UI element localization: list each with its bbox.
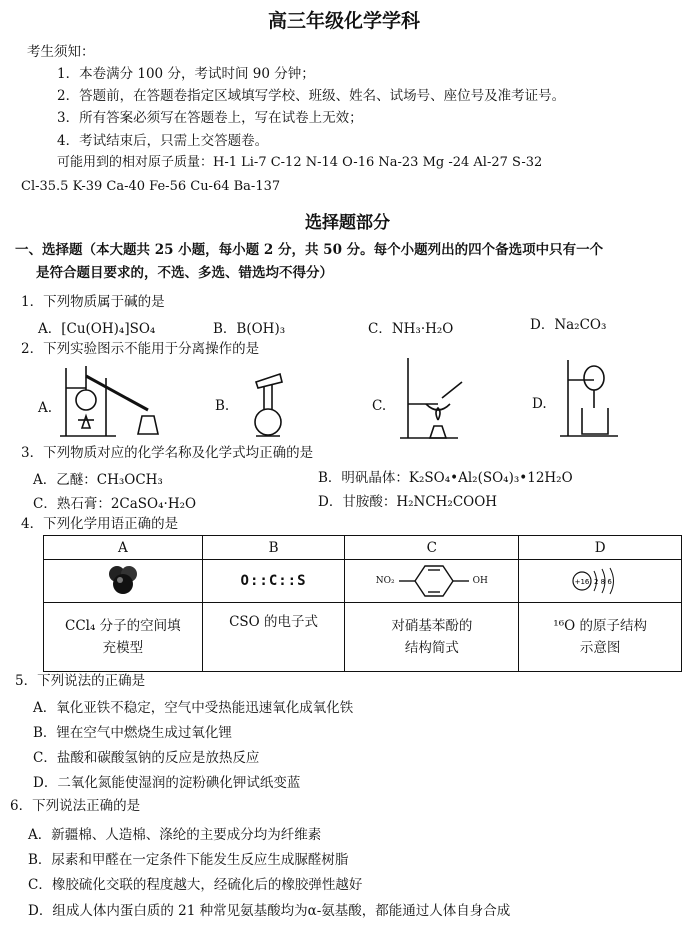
electron-formula-cell	[202, 560, 345, 603]
section-title: 选择题部分	[305, 213, 390, 233]
notice-heading: 考生须知：	[27, 44, 95, 60]
caption-cell	[345, 603, 519, 672]
caption-line: CCl₄ 分子的空间填	[64, 618, 181, 634]
separatory-funnel-figure	[556, 356, 626, 440]
option: A．新疆棉、人造棉、涤纶的主要成分均为纤维素	[28, 827, 322, 843]
question-stem: 4．下列化学用语正确的是	[21, 516, 179, 532]
options-table	[43, 535, 682, 672]
option: C．熟石膏：2CaSO₄·H₂O	[33, 496, 197, 512]
electron-formula: O::C::S	[240, 573, 307, 589]
option: A．氧化亚铁不稳定，空气中受热能迅速氧化成氧化铁	[33, 700, 354, 716]
table-header: D	[519, 536, 682, 560]
atomic-mass-line: 可能用到的相对原子质量：H-1 Li-7 C-12 N-14 O-16 Na-23 Mg -24 Al-27 S-32	[57, 155, 543, 170]
option: D.	[532, 396, 547, 412]
caption-line: ¹⁶O 的原子结构	[553, 618, 647, 634]
caption-cell	[44, 603, 203, 672]
option: B.	[215, 398, 230, 414]
question-stem: 3．下列物质对应的化学名称及化学式均正确的是	[21, 445, 314, 461]
option: B．明矾晶体：K₂SO₄•Al₂(SO₄)₃•12H₂O	[318, 470, 573, 486]
question-stem: 6．下列说法正确的是	[10, 798, 141, 814]
caption-line: CSO 的电子式	[229, 614, 319, 630]
table-header: C	[345, 536, 519, 560]
option: A．[Cu(OH)₄]SO₄	[38, 321, 156, 337]
atomic-structure-figure	[570, 566, 630, 596]
option: D．甘胺酸：H₂NCH₂COOH	[318, 494, 498, 510]
option: D．Na₂CO₃	[530, 317, 607, 333]
notice-item: 2．答题前，在答题卷指定区域填写学校、班级、姓名、试场号、座位号及准考证号。	[57, 88, 566, 104]
part-instructions: 一、选择题（本大题共 25 小题，每小题 2 分，共 50 分。每个小题列出的四个备选项中只有一个	[15, 242, 604, 258]
caption-line: 结构简式	[404, 640, 459, 656]
notice-item: 3．所有答案必须写在答题卷上，写在试卷上无效；	[57, 110, 363, 126]
shell-electrons-label: 2 8 6	[594, 578, 612, 586]
question-stem: 2．下列实验图示不能用于分离操作的是	[21, 341, 260, 357]
option: C．盐酸和碳酸氢钠的反应是放热反应	[33, 750, 260, 766]
atomic-mass-line: Cl-35.5 K-39 Ca-40 Fe-56 Cu-64 Ba-137	[21, 179, 281, 194]
part-instructions: 是符合题目要求的，不选、多选、错选均不得分）	[36, 265, 333, 281]
space-filling-model-figure	[103, 562, 143, 596]
notice-item: 4．考试结束后，只需上交答题卷。	[57, 133, 269, 149]
option: D．组成人体内蛋白质的 21 种常见氨基酸均为α-氨基酸，都能通过人体自身合成	[28, 903, 511, 919]
distillation-apparatus-figure	[58, 358, 168, 440]
caption-line: 示意图	[579, 640, 621, 656]
table-header: A	[44, 536, 203, 560]
notice-item: 1．本卷满分 100 分，考试时间 90 分钟；	[57, 66, 315, 82]
option: B．尿素和甲醛在一定条件下能发生反应生成脲醛树脂	[28, 852, 349, 868]
option: C.	[372, 398, 387, 414]
nucleus-label: +16	[574, 578, 590, 586]
space-filling-model-cell	[44, 560, 203, 603]
table-header: B	[202, 536, 345, 560]
question-stem: 1．下列物质属于碱的是	[21, 294, 165, 310]
caption-cell	[202, 603, 345, 672]
evaporation-apparatus-figure	[398, 354, 478, 442]
option: D．二氧化氮能使湿润的淀粉碘化钾试纸变蓝	[33, 775, 301, 791]
structure-formula-cell	[345, 560, 519, 603]
volumetric-flask-figure	[236, 360, 306, 440]
question-stem: 5．下列说法的正确是	[15, 673, 146, 689]
caption-line: 充模型	[102, 640, 144, 656]
option: C．NH₃·H₂O	[368, 321, 454, 337]
option: B．B(OH)₃	[213, 321, 286, 337]
option: A.	[38, 400, 53, 416]
option: A．乙醚：CH₃OCH₃	[33, 472, 163, 488]
hydroxyl-group-label: OH	[472, 576, 488, 586]
option: C．橡胶硫化交联的程度越大，经硫化后的橡胶弹性越好	[28, 877, 363, 893]
benzene-ring-figure	[399, 563, 469, 599]
atomic-structure-cell	[519, 560, 682, 603]
nitro-group-label: NO₂	[375, 576, 395, 586]
caption-line: 对硝基苯酚的	[391, 618, 473, 634]
option: B．锂在空气中燃烧生成过氧化锂	[33, 725, 232, 741]
caption-cell	[519, 603, 682, 672]
page-title: 高三年级化学学科	[268, 10, 421, 32]
